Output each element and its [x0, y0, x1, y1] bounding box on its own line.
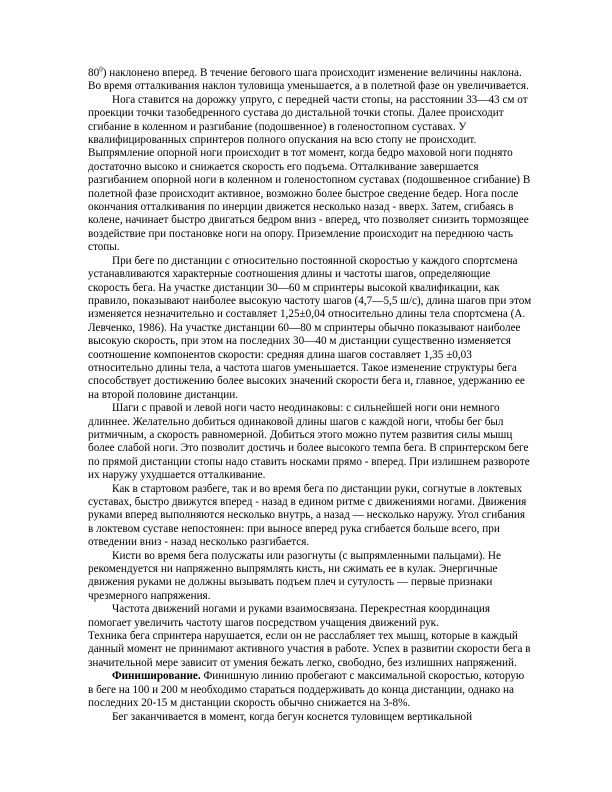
- paragraph-step-symmetry: Шаги с правой и левой ноги часто неодинаковы: с сильнейшей ноги они немного длиннее. Желательно добиться одинаковой длины шагов с каждой ноги, чтобы бег был ритмичным, а скорость равномерной. Добиться этого можно путем развития силы мышц более слабой ноги. Это позволит достичь и более высокого темпа бега. В спринтерском беге по прямой дистанции стопы надо ставить носками прямо - вперед. При излишнем развороте их наружу ухудшается отталкивание.: [88, 402, 530, 482]
- degree-superscript: 0: [99, 65, 103, 74]
- finishing-text: Финишную линию пробегают с максимальной скоростью, которую в беге на 100 и 200 м необходимо стараться поддерживать до конца дистанции, однако на последних 20-15 м дистанции скорость обычно снижается на 3-8%.: [88, 670, 525, 710]
- paragraph-technique-relaxation: Техника бега спринтера нарушается, если он не расслабляет тех мышц, которые в каждый данный момент не принимают активного участия в работе. Успех в развитии скорости бега в значительной мере зависит от умения бежать легко, свободно, без излишних напряжений.: [88, 630, 531, 669]
- paragraph-coordination: Частота движений ногами и руками взаимосвязана. Перекрестная координация помогает увеличить частоту шагов посредством учащения движений рук.: [88, 603, 491, 629]
- paragraph-arm-motion: Как в стартовом разбеге, так и во время бега по дистанции руки, согнутые в локтевых суставах, быстро движутся вперед - назад в едином ритме с движениями ногами. Движения руками вперед выполняются несколько внутрь, а назад — несколько наружу. Угол сгибания в локтевом суставе непостоянен: при выносе вперед рука сгибается больше всего, при отведении вниз - назад несколько разгибается.: [88, 482, 527, 549]
- paragraph-finishing: [88, 670, 532, 710]
- paragraph-1-rest: ) наклонено вперед. В течение бегового шага происходит изменение величины наклона. Во время отталкивания наклон туловища уменьшается, а в полетной фазе он увеличивается.: [88, 67, 529, 93]
- paragraph-1: [88, 67, 532, 94]
- finishing-heading: Финиширование.: [112, 670, 201, 683]
- paragraph-stride-frequency: При беге по дистанции с относительно постоянной скоростью у каждого спортсмена устанавливаются характерные соотношения длины и частоты шагов, определяющие скорость бега. На участке дистанции 30—60 м спринтеры высокой квалификации, как правило, показывают наиболее высокую частоту шагов (4,7—5,5 ш/с), длина шагов при этом изменяется незначительно и составляет 1,25±0,04 относительно длины тела спортсмена (А. Левченко, 1986). На участке дистанции 60—80 м спринтеры обычно показывают наиболее высокую скорость, при этом на последних 30—40 м дистанции существенно изменяется соотношение компонентов скорости: средняя длина шагов составляет 1,35 ±0,03 относительно длины тела, а частота шагов уменьшается. Такое изменение структуры бега способствует достижению более высоких значений скорости бега и, главное, удержанию ее на второй половине дистанции.: [88, 254, 532, 401]
- paragraph-finish-end: Бег заканчивается в момент, когда бегун коснется туловищем вертикальной: [112, 710, 473, 723]
- paragraph-foot-placement: Нога ставится на дорожку упруго, с передней части стопы, на расстоянии 33—43 см от проекции точки тазобедренного сустава до дистальной точки стопы. Далее происходит сгибание в коленном и разгибание (подошвенное) в голеностопном суставах. У квалифицированных спринтеров полного опускания на всю стопу не происходит. Выпрямление опорной ноги происходит в тот момент, когда бедро маховой ноги поднято достаточно высоко и снижается скорость его подъема. Отталкивание завершается разгибанием опорной ноги в коленном и голеностопном суставах (подошвенное сгибание) В полетной фазе происходит активное, возможно более быстрое сведение бедер. Нога после окончания отталкивания по инерции движется несколько назад - вверх. Затем, сгибаясь в колене, начинает быстро двигаться бедром вниз - вперед, что позволяет снизить тормозящее воздействие при постановке ноги на опору. Приземление происходит на переднюю часть стопы.: [88, 93, 531, 254]
- paragraph-hands: Кисти во время бега полусжаты или разогнуты (с выпрямленными пальцами). Не рекомендуется ни напряженно выпрямлять кисть, ни сжимать ее в кулак. Энергичные движения руками не должны вызывать подъем плеч и сутулость — первые признаки чрезмерного напряжения.: [88, 549, 501, 602]
- document-body: [88, 67, 532, 724]
- paragraph-1-start: 80: [88, 67, 100, 79]
